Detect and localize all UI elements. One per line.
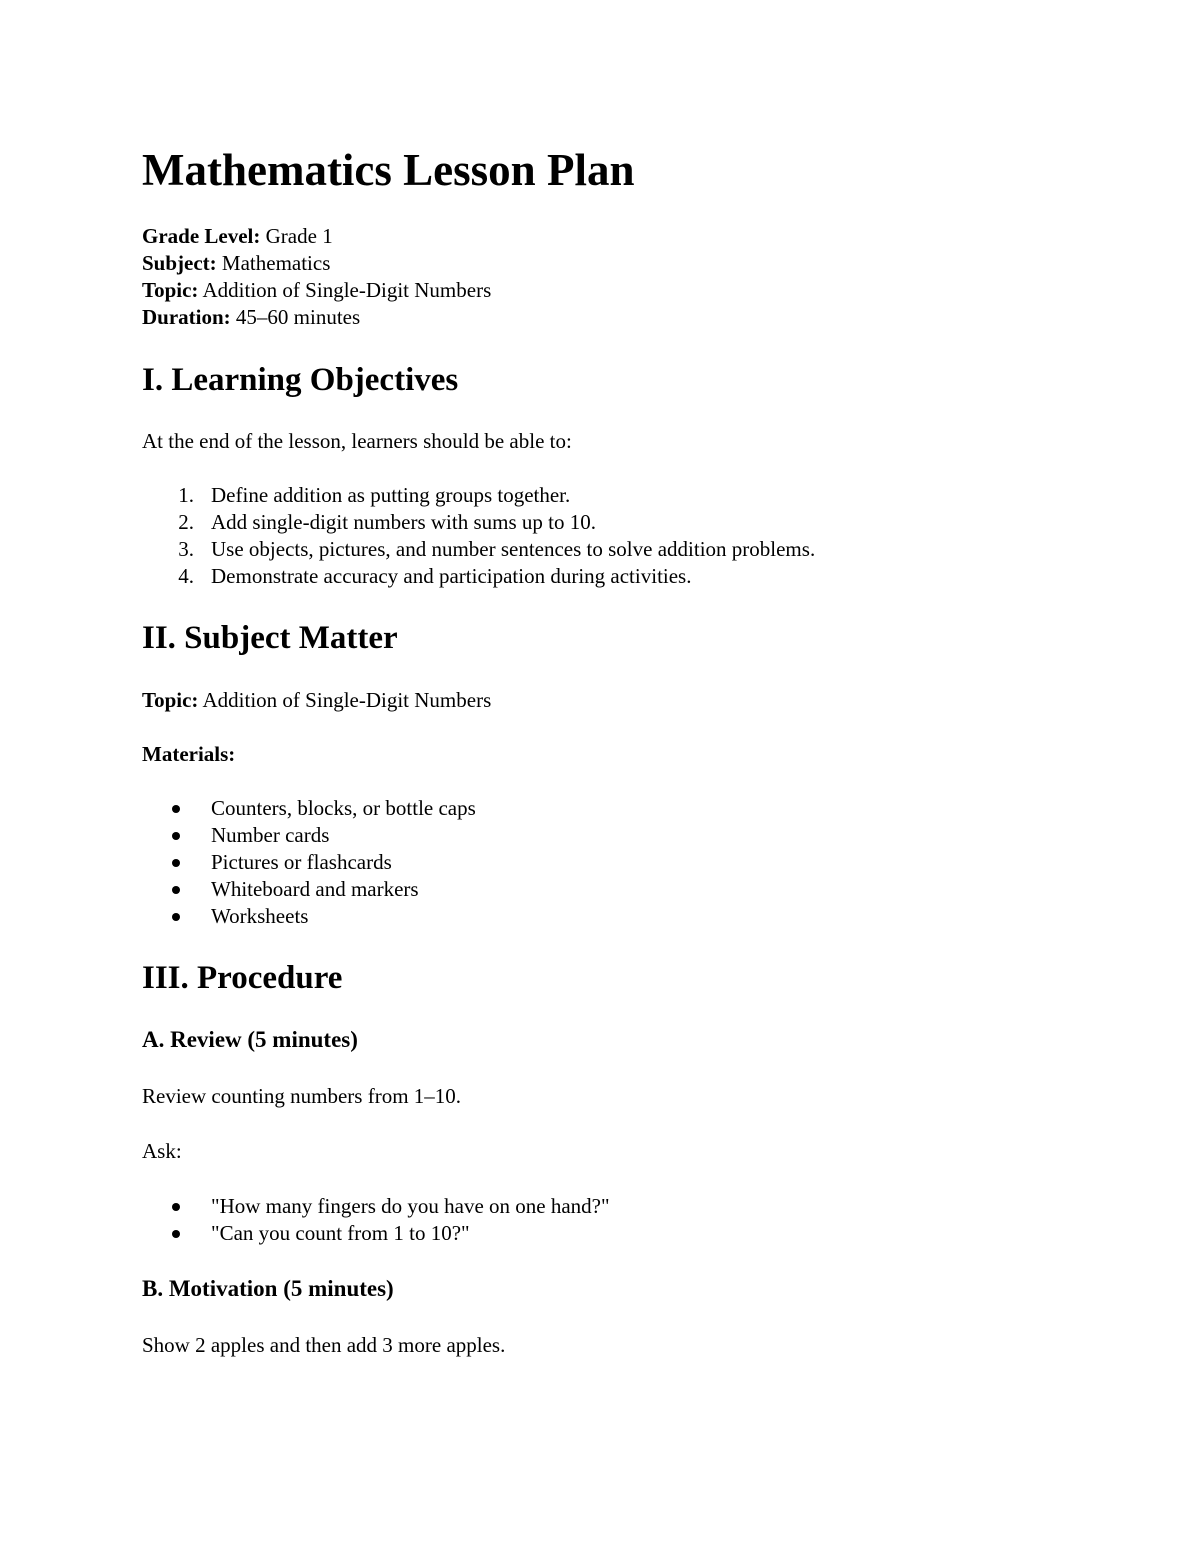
heading-procedure: III. Procedure [142, 960, 343, 996]
list-item-text: Worksheets [211, 904, 309, 928]
lesson-meta [142, 223, 491, 331]
review-text: Review counting numbers from 1–10. [142, 1084, 462, 1108]
list-item-text: Whiteboard and markers [211, 877, 419, 901]
review-questions-list [142, 1193, 610, 1247]
heading-motivation: B. Motivation (5 minutes) [142, 1276, 394, 1301]
bullet-icon [172, 1203, 180, 1211]
list-item-text: Add single-digit numbers with sums up to 10. [211, 510, 596, 534]
list-item [142, 903, 476, 930]
bullet-icon [172, 832, 180, 840]
meta-value: Mathematics [216, 251, 331, 275]
list-item [142, 1193, 610, 1220]
list-item [142, 822, 476, 849]
list-number: 4. [178, 564, 194, 588]
topic-value: Addition of Single-Digit Numbers [198, 688, 492, 712]
objectives-intro: At the end of the lesson, learners should be able to: [142, 429, 572, 453]
list-item-text: "Can you count from 1 to 10?" [211, 1221, 470, 1245]
meta-topic [142, 277, 491, 304]
meta-label: Grade Level: [142, 224, 261, 248]
list-item [142, 849, 476, 876]
meta-value: Addition of Single-Digit Numbers [198, 278, 492, 302]
list-item [142, 509, 815, 536]
list-number: 3. [178, 537, 194, 561]
materials-label: Materials: [142, 742, 236, 766]
meta-label: Topic: [142, 278, 199, 302]
bullet-icon [172, 859, 180, 867]
list-item [142, 536, 815, 563]
heading-review: A. Review (5 minutes) [142, 1027, 358, 1052]
subject-topic [142, 687, 491, 714]
list-item-text: "How many fingers do you have on one hand?" [211, 1194, 610, 1218]
list-item-text: Define addition as putting groups together. [211, 483, 571, 507]
meta-grade-level [142, 223, 491, 250]
materials-list [142, 795, 476, 930]
list-item-text: Demonstrate accuracy and participation during activities. [211, 564, 692, 588]
bullet-icon [172, 913, 180, 921]
meta-value: Grade 1 [260, 224, 333, 248]
meta-value: 45–60 minutes [230, 305, 361, 329]
list-item-text: Counters, blocks, or bottle caps [211, 796, 476, 820]
list-number: 1. [178, 483, 194, 507]
list-item [142, 1220, 610, 1247]
meta-label: Duration: [142, 305, 231, 329]
heading-subject-matter: II. Subject Matter [142, 620, 398, 656]
bullet-icon [172, 886, 180, 894]
document-title: Mathematics Lesson Plan [142, 145, 635, 195]
list-item-text: Pictures or flashcards [211, 850, 392, 874]
list-number: 2. [178, 510, 194, 534]
list-item-text: Use objects, pictures, and number sentences to solve addition problems. [211, 537, 816, 561]
ask-label: Ask: [142, 1139, 182, 1163]
heading-learning-objectives: I. Learning Objectives [142, 362, 459, 398]
motivation-text: Show 2 apples and then add 3 more apples. [142, 1333, 506, 1357]
topic-label: Topic: [142, 688, 199, 712]
objectives-list [142, 482, 815, 590]
bullet-icon [172, 805, 180, 813]
list-item [142, 876, 476, 903]
list-item [142, 563, 815, 590]
list-item-text: Number cards [211, 823, 330, 847]
list-item [142, 795, 476, 822]
list-item [142, 482, 815, 509]
meta-duration [142, 304, 491, 331]
meta-subject [142, 250, 491, 277]
meta-label: Subject: [142, 251, 217, 275]
bullet-icon [172, 1230, 180, 1238]
